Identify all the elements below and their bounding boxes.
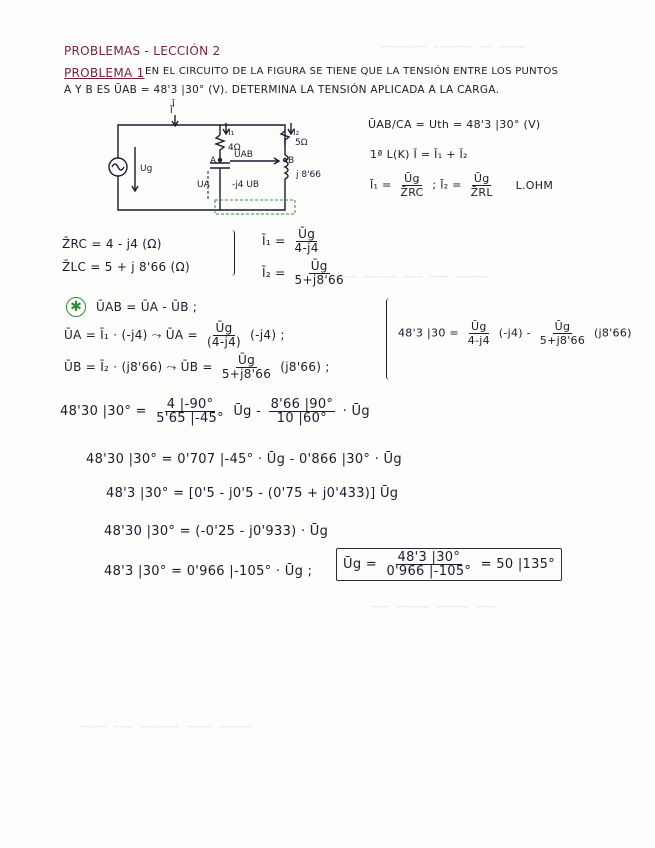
solution-step-2: 48'30 |30° = 0'707 |-45° · Ūg - 0'866 |30° · Ūg	[86, 452, 402, 467]
bleed-through-text: ~~~ ~~~~~ ~~~~~ ~~~	[370, 600, 496, 613]
star-marker: ✱	[66, 297, 86, 317]
page-title: PROBLEMAS - LECCIÓN 2	[64, 44, 221, 58]
brace	[386, 298, 393, 380]
solution-step-3: 48'3 |30° = [0'5 - j0'5 - (0'75 + j0'433)] Ūg	[106, 486, 399, 501]
zlc-equation: Z̄LC = 5 + j 8'66 (Ω)	[62, 260, 190, 274]
ohm-equations: Ī₁ = $\frac{Ūg}{Z̄RC}$ ; Ī₂ = $\frac{Ūg}{Z̄RL}$ L.OHM	[370, 172, 554, 199]
circuit-diagram	[100, 105, 330, 225]
statement-line-1: EN EL CIRCUITO DE LA FIGURA SE TIENE QUE LA TENSIÓN ENTRE LOS PUNTOS	[145, 66, 559, 77]
uab-difference: ŪAB = ŪA - ŪB ;	[96, 300, 198, 314]
i1-equation: Ī₁ = $\frac{Ūg}{4-j4}$	[262, 227, 319, 255]
uth-equation: ŪAB/CA = Uth = 48'3 |30° (V)	[368, 118, 541, 131]
bleed-through-text: ~~~~~ ~~~ ~~~ ~~~~~ ~~~~	[330, 270, 489, 283]
bleed-through-text: ~~~~ ~~ ~~~~~~ ~~~~~~~	[380, 40, 526, 53]
ub-equation: ŪB = Ī₂ · (j8'66) ⤳ ŪB = $\frac{Ūg}{5+j8'66}$ (j8'66) ;	[64, 353, 330, 381]
svg-text:j 8'66: j 8'66	[296, 170, 322, 180]
result-box: Ūg = $\frac{48'3 |30^\circ}{0'966 |-105^\circ}$ = 50 |135°	[336, 548, 562, 581]
problem-label: PROBLEMA 1	[64, 66, 145, 80]
solution-step-5: 48'3 |30° = 0'966 |-105° · Ūg ;	[104, 564, 313, 579]
solution-step-4: 48'30 |30° = (-0'25 - j0'933) · Ūg	[104, 524, 329, 539]
zrc-equation: Z̄RC = 4 - j4 (Ω)	[62, 237, 162, 251]
svg-text:Ug: Ug	[140, 164, 153, 174]
bleed-through-text: ~~~~~ ~~~~ ~~~~~~ ~~~ ~~~~	[80, 720, 253, 733]
svg-text:-j4 UB: -j4 UB	[232, 180, 260, 190]
statement-line-2: A Y B ES ŪAB = 48'3 |30° (V). DETERMINA LA TENSIÓN APLICADA A LA CARGA.	[64, 84, 500, 96]
kirchhoff-equation: 1ª L(K) Ī = Ī₁ + Ī₂	[370, 148, 468, 161]
svg-text:I₁: I₁	[228, 128, 235, 138]
svg-text:A: A	[210, 156, 217, 166]
svg-text:UA: UA	[197, 180, 210, 190]
solution-step-1: 48'30 |30° = $\frac{4 |-90^\circ}{5'65 |-45^\circ}$ Ūg - $\frac{8'66 |90^\circ}{10 |60^\circ}$ · Ūg	[60, 397, 370, 426]
i2-equation: Ī₂ = $\frac{Ūg}{5+j8'66}$	[262, 259, 344, 287]
svg-text:Ī: Ī	[170, 106, 173, 116]
brace	[228, 230, 235, 276]
svg-text:B: B	[288, 156, 295, 166]
svg-text:I₂: I₂	[293, 128, 300, 138]
ua-equation: ŪA = Ī₁ · (-j4) ⤳ ŪA = $\frac{Ūg}{(4-j4)}$ (-j4) ;	[64, 321, 285, 349]
combined-equation: 48'3 |30 = $\frac{Ūg}{4-j4}$ (-j4) - $\frac{Ūg}{5+j8'66}$ (j8'66)	[398, 320, 632, 347]
svg-text:4Ω: 4Ω	[228, 143, 241, 153]
svg-text:5Ω: 5Ω	[295, 138, 308, 148]
circuit-i-label: Ī	[172, 100, 175, 110]
svg-text:UAB: UAB	[234, 150, 253, 160]
